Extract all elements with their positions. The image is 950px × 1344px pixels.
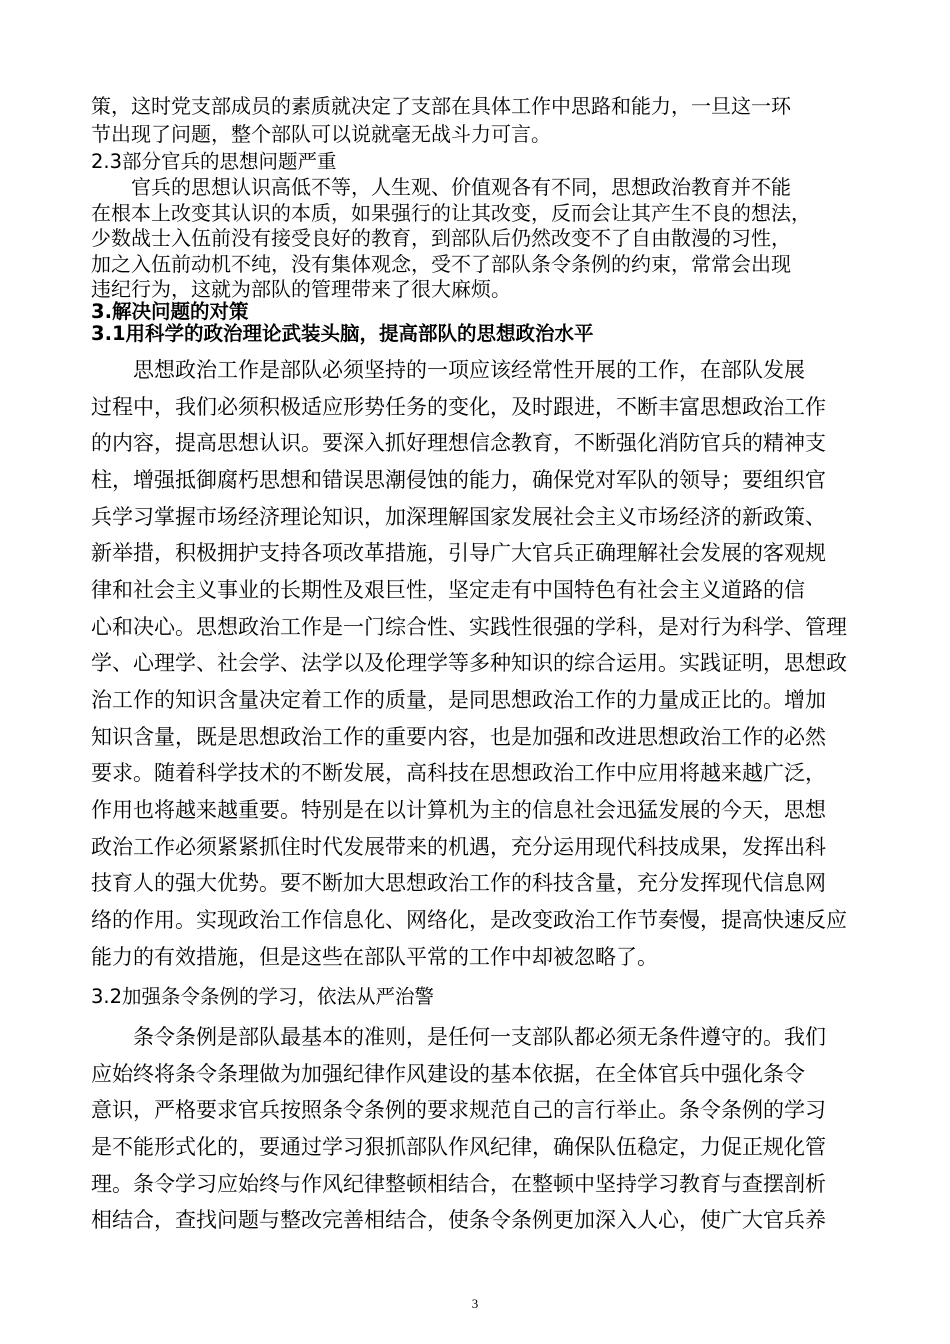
text-line: 治工作的知识含量决定着工作的质量，是同思想政治工作的力量成正比的。增加 bbox=[91, 688, 826, 712]
text-line: 的内容，提高思想认识。要深入抓好理想信念教育，不断强化消防官兵的精神支 bbox=[91, 431, 826, 455]
text-line: 相结合，查找问题与整改完善相结合，使条令条例更加深入人心，使广大官兵养 bbox=[91, 1208, 826, 1232]
text-line: 违纪行为，这就为部队的管理带来了很大麻烦。 bbox=[91, 277, 511, 301]
text-line: 能力的有效措施，但是这些在部队平常的工作中却被忽略了。 bbox=[91, 945, 658, 969]
section-heading: 3.2加强条令条例的学习，依法从严治警 bbox=[91, 985, 435, 1008]
text-line: 政治工作必须紧紧抓住时代发展带来的机遇，充分运用现代科技成果，发挥出科 bbox=[91, 835, 826, 859]
text-line: 络的作用。实现政治工作信息化、网络化，是改变政治工作节奏慢，提高快速反应 bbox=[91, 908, 847, 932]
text-line: 条令条例是部队最基本的准则，是任何一支部队都必须无条件遵守的。我们 bbox=[91, 1025, 826, 1049]
text-line: 柱，增强抵御腐朽思想和错误思潮侵蚀的能力，确保党对军队的领导；要组织官 bbox=[91, 468, 826, 492]
text-line: 理。条令学习应始终与作风纪律整顿相结合，在整顿中坚持学习教育与查摆剖析 bbox=[91, 1172, 826, 1196]
text-line: 应始终将条令条理做为加强纪律作风建设的基本依据，在全体官兵中强化条令 bbox=[91, 1062, 805, 1086]
text-line: 是不能形式化的，要通过学习狠抓部队作风纪律，确保队伍稳定，力促正规化管 bbox=[91, 1135, 826, 1159]
text-line: 技育人的强大优势。要不断加大思想政治工作的科技含量，充分发挥现代信息网 bbox=[91, 871, 826, 895]
text-line: 在根本上改变其认识的本质，如果强行的让其改变，反而会让其产生不良的想法， bbox=[91, 201, 811, 225]
text-line: 作用也将越来越重要。特别是在以计算机为主的信息社会迅猛发展的今天，思想 bbox=[91, 798, 826, 822]
text-line: 新举措，积极拥护支持各项改革措施，引导广大官兵正确理解社会发展的客观规 bbox=[91, 541, 826, 565]
text-line: 心和决心。思想政治工作是一门综合性、实践性很强的学科，是对行为科学、管理 bbox=[91, 615, 847, 639]
page-number: 3 bbox=[471, 1296, 479, 1311]
text-line: 知识含量，既是思想政治工作的重要内容，也是加强和改进思想政治工作的必然 bbox=[91, 725, 826, 749]
text-line: 要求。随着科学技术的不断发展，高科技在思想政治工作中应用将越来越广泛， bbox=[91, 761, 826, 785]
text-line: 思想政治工作是部队必须坚持的一项应该经常性开展的工作，在部队发展 bbox=[91, 358, 805, 382]
text-line: 官兵的思想认识高低不等，人生观、价值观各有不同，思想政治教育并不能 bbox=[91, 175, 791, 199]
text-line: 过程中，我们必须积极适应形势任务的变化，及时跟进，不断丰富思想政治工作 bbox=[91, 395, 826, 419]
text-line: 加之入伍前动机不纯，没有集体观念，受不了部队条令条例的约束，常常会出现 bbox=[91, 252, 791, 276]
text-line: 律和社会主义事业的长期性及艰巨性，坚定走有中国特色有社会主义道路的信 bbox=[91, 578, 805, 602]
text-line: 节出现了问题，整个部队可以说就毫无战斗力可言。 bbox=[91, 122, 551, 146]
text-line: 少数战士入伍前没有接受良好的教育，到部队后仍然改变不了自由散漫的习性， bbox=[91, 226, 791, 250]
section-heading: 3.解决问题的对策 bbox=[91, 300, 249, 323]
text-line: 学、心理学、社会学、法学以及伦理学等多种知识的综合运用。实践证明，思想政 bbox=[91, 651, 847, 675]
text-line: 策，这时党支部成员的素质就决定了支部在具体工作中思路和能力，一旦这一环 bbox=[91, 94, 791, 118]
text-line: 兵学习掌握市场经济理论知识，加深理解国家发展社会主义市场经济的新政策、 bbox=[91, 505, 826, 529]
section-heading: 2.3部分官兵的思想问题严重 bbox=[91, 150, 337, 173]
section-heading: 3.1用科学的政治理论武装头脑，提高部队的思想政治水平 bbox=[91, 322, 594, 345]
text-line: 意识，严格要求官兵按照条令条例的要求规范自己的言行举止。条令条例的学习 bbox=[91, 1098, 826, 1122]
